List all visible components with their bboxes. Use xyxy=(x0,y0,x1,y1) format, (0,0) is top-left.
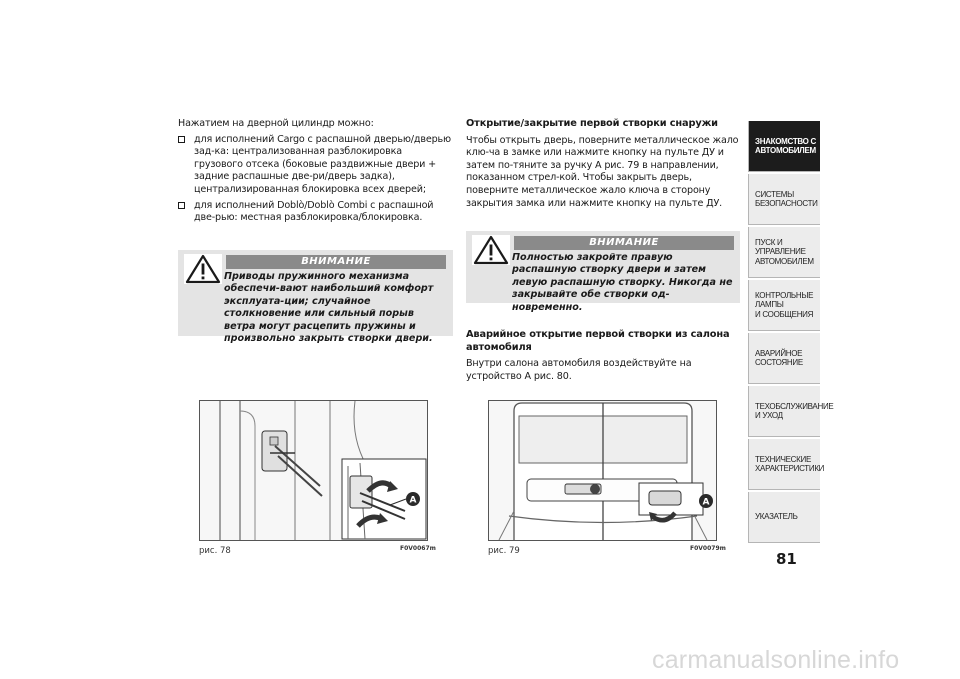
figure-code: F0V0067m xyxy=(400,545,436,552)
tab-warning-lights[interactable] xyxy=(748,280,820,331)
section-heading: Открытие/закрытие первой створки снаружи xyxy=(466,118,718,129)
figure-caption: рис. 78 xyxy=(199,546,231,556)
tab-label: АВАРИЙНОЕ СОСТОЯНИЕ xyxy=(755,348,803,367)
tab-safety[interactable] xyxy=(748,174,820,225)
figure-78 xyxy=(199,400,428,541)
tab-label: КОНТРОЛЬНЫЕ ЛАМПЫ И СООБЩЕНИЯ xyxy=(755,290,814,319)
watermark: carmanualsonline.info xyxy=(652,646,900,674)
checkbox-bullet-icon xyxy=(178,202,185,209)
checkbox-bullet-icon xyxy=(178,136,185,143)
intro-text: Нажатием на дверной цилиндр можно: xyxy=(178,118,374,129)
paragraph xyxy=(466,135,740,211)
tab-label: СИСТЕМЫ БЕЗОПАСНОСТИ xyxy=(755,189,818,208)
figure-caption: рис. 79 xyxy=(488,546,520,556)
bullet-item xyxy=(178,134,453,197)
warning-icon-frame xyxy=(472,235,510,265)
left-column xyxy=(178,118,453,225)
warning-box-2 xyxy=(466,231,740,313)
tab-maintenance[interactable] xyxy=(748,386,834,437)
tab-index[interactable] xyxy=(748,492,820,543)
tab-introduction[interactable] xyxy=(748,121,820,172)
paragraph: Внутри салона автомобиля воздействуйте на устройство A рис. 80. xyxy=(466,358,692,382)
tab-technical-specs[interactable] xyxy=(748,439,825,490)
warning-text-body: Приводы пружинного механизма обеспечи-вают наибольший комфорт эксплуата-ции; случайное столкновение или сильный порыв ветра могут расцепить пружины и произвольно закрыть створки двери. xyxy=(224,271,434,345)
warning-triangle-icon xyxy=(184,254,222,284)
tab-label: ЗНАКОМСТВО С АВТОМОБИЛЕМ xyxy=(755,136,817,155)
bullet-text: для исполнений Cargo с распашной дверью/дверью зад-ка: централизованная разблокировка грузового отсека (боковые раздвижные двери + задние распашные две-ри/дверь задка), централизированная блокировка всех дверей; xyxy=(194,133,451,195)
figure-code: F0V0079m xyxy=(690,545,726,552)
figure-label: A xyxy=(409,495,417,506)
tab-starting-driving[interactable] xyxy=(748,227,820,278)
page-number: 81 xyxy=(776,550,797,568)
figure-79 xyxy=(488,400,717,541)
warning-text-body: Полностью закройте правую распашную створку двери и затем левую распашную створку. Никогда не закрывайте обе створки од-новременно. xyxy=(512,252,733,313)
door-hinge-illustration xyxy=(200,401,427,540)
figure-label: A xyxy=(702,497,710,508)
warning-text xyxy=(512,252,736,314)
warning-text xyxy=(224,271,448,345)
rear-door-illustration xyxy=(489,401,716,540)
bullet-item xyxy=(178,200,453,225)
tab-label: ПУСК И УПРАВЛЕНИЕ АВТОМОБИЛЕМ xyxy=(755,237,814,266)
right-column xyxy=(466,118,740,210)
warning-icon-frame xyxy=(184,254,222,284)
tab-label: УКАЗАТЕЛЬ xyxy=(755,512,798,522)
tab-label: ТЕХОБСЛУЖИВАНИЕ И УХОД xyxy=(755,401,834,420)
tab-emergency[interactable] xyxy=(748,333,820,384)
bullet-text: для исполнений Doblò/Doblò Combi с распашной две-рью: местная разблокировка/блокировка. xyxy=(194,199,434,224)
warning-box xyxy=(178,250,453,345)
section-heading: Аварийное открытие первой створки из салона автомобиля xyxy=(466,329,730,353)
paragraph-text: Чтобы открыть дверь, поверните металлическое жало клю-ча в замке или нажмите кнопку на пульте ДУ и затем по-тяните за ручку A рис. 79 в направлении, показанном стрел-кой. Чтобы закрыть дверь, поверните металлическое жало ключа в сторону закрытия замка или нажмите кнопку на пульте ДУ. xyxy=(466,134,739,209)
warning-title: ВНИМАНИЕ xyxy=(514,236,734,250)
tab-label: ТЕХНИЧЕСКИЕ ХАРАКТЕРИСТИКИ xyxy=(755,454,825,473)
warning-title: ВНИМАНИЕ xyxy=(226,255,446,269)
right-column-lower xyxy=(466,329,740,383)
warning-triangle-icon xyxy=(472,235,510,265)
